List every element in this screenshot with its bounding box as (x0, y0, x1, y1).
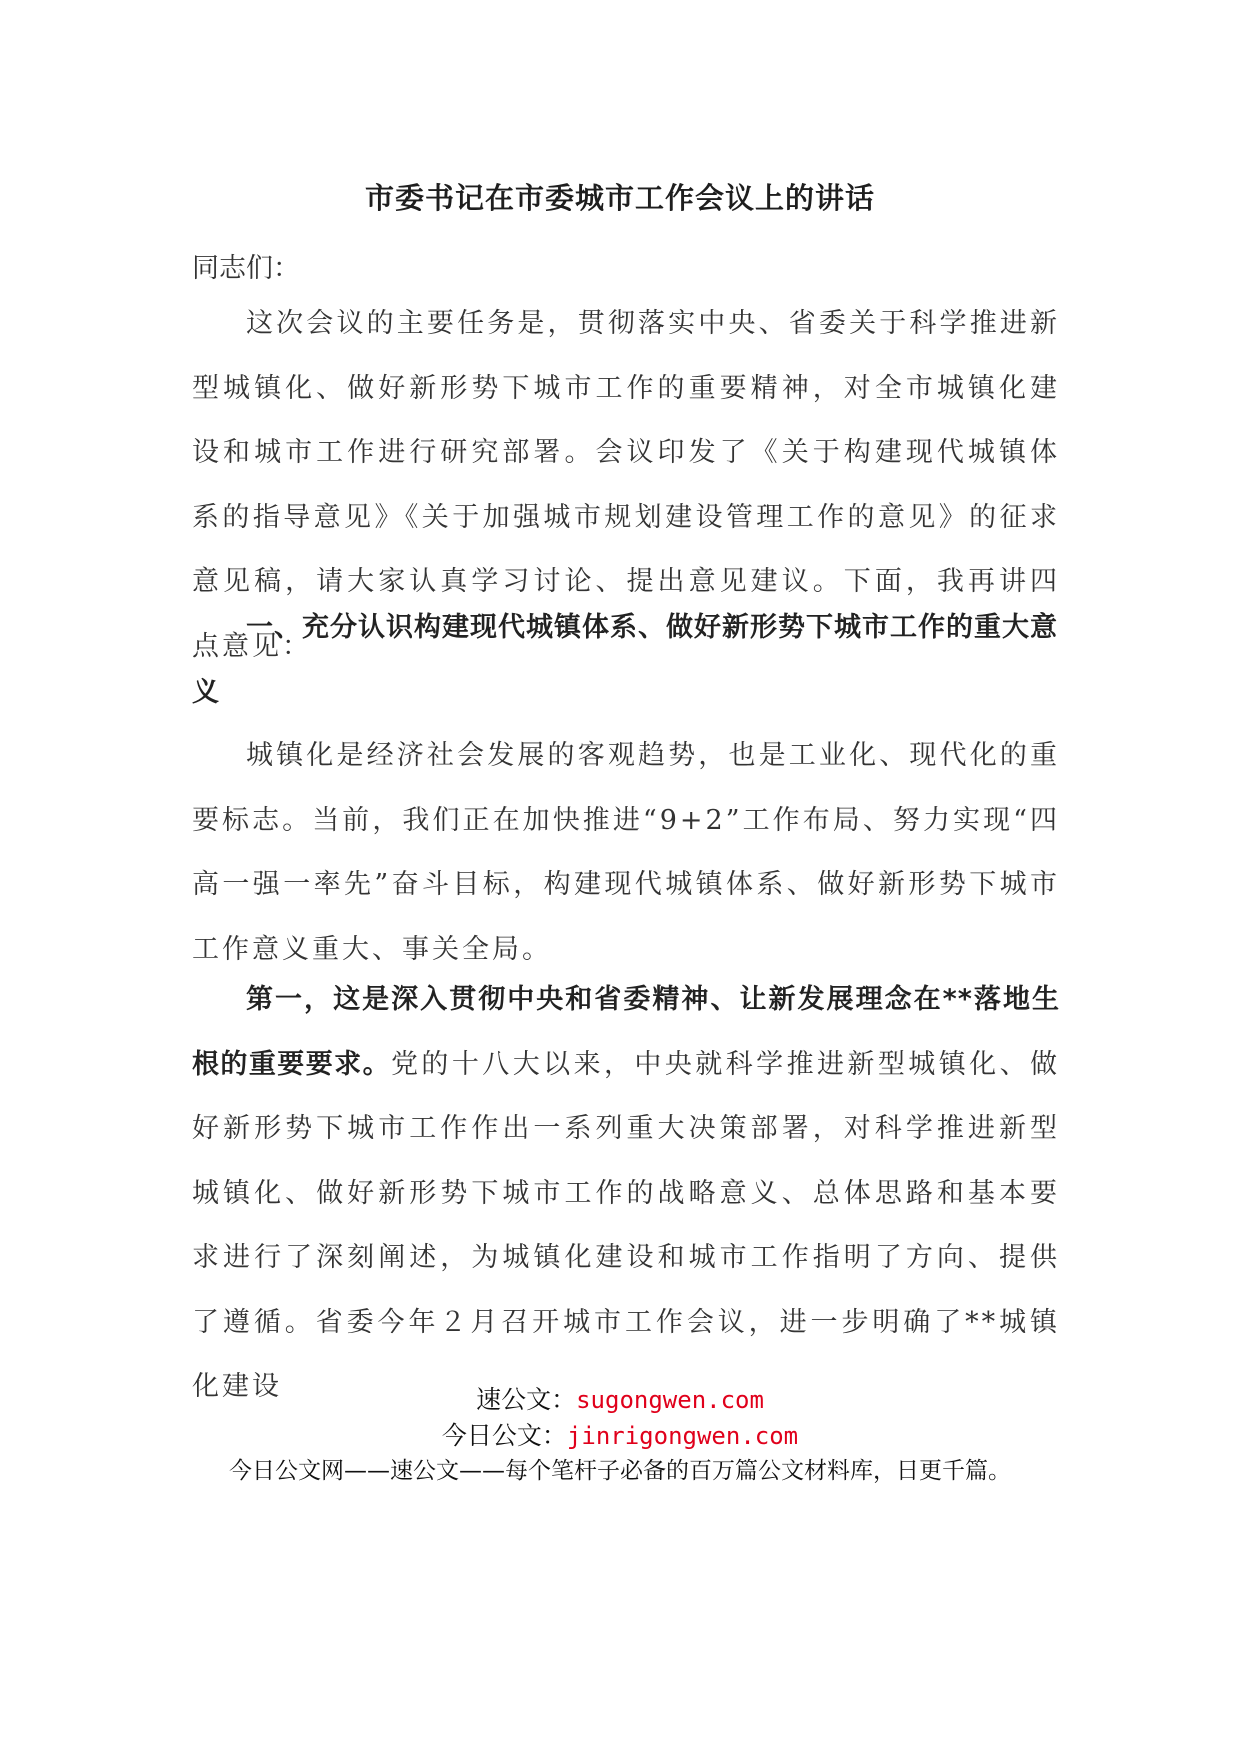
footer-link-sugongwen[interactable]: sugongwen.com (576, 1386, 764, 1414)
footer-line-jinrigongwen (0, 1416, 1240, 1452)
paragraph-intro: 这次会议的主要任务是，贯彻落实中央、省委关于科学推进新型城镇化、做好新形势下城市工作的重要精神，对全市城镇化建设和城市工作进行研究部署。会议印发了《关于构建现代城镇体系的指导意见》《关于加强城市规划建设管理工作的意见》的征求意见稿，请大家认真学习讨论、提出意见建议。下面，我再讲四点意见： (192, 308, 1060, 662)
footer-slogan: 今日公文网——速公文——每个笔杆子必备的百万篇公文材料库，日更千篇。 (229, 1458, 1011, 1484)
footer-separator: ： (541, 1421, 567, 1450)
footer-label-jinrigongwen: 今日公文 (441, 1421, 542, 1450)
paragraph-urbanization: 城镇化是经济社会发展的客观趋势，也是工业化、现代化的重要标志。当前，我们正在加快推进“9+2”工作布局、努力实现“四高一强一率先”奋斗目标，构建现代城镇体系、做好新形势下城市工作意义重大、事关全局。 (192, 740, 1060, 965)
paragraph-first-point (192, 968, 1060, 1420)
paragraph-lead-text: 第一，这是深入贯彻中央和省委精神、让新发展理念在**落地生根的重要要求。 (192, 984, 1060, 1080)
footer-label-sugongwen: 速公文 (476, 1385, 552, 1414)
salutation: 同志们： (192, 253, 300, 284)
document-title: 市委书记在市委城市工作会议上的讲话 (364, 181, 875, 215)
section-heading-1: 一、充分认识构建现代城镇体系、做好新形势下城市工作的重大意义 (192, 612, 1058, 708)
footer-separator: ： (551, 1385, 577, 1414)
footer-line-sugongwen (0, 1380, 1240, 1416)
footer-link-jinrigongwen[interactable]: jinrigongwen.com (566, 1422, 799, 1450)
paragraph-body-text: 党的十八大以来，中央就科学推进新型城镇化、做好新形势下城市工作作出一系列重大决策部署，对科学推进新型城镇化、做好新形势下城市工作的战略意义、总体思路和基本要求进行了深刻阐述，为城镇化建设和城市工作指明了方向、提供了遵循。省委今年２月召开城市工作会议，进一步明确了**城镇化建设 (192, 1048, 1060, 1402)
